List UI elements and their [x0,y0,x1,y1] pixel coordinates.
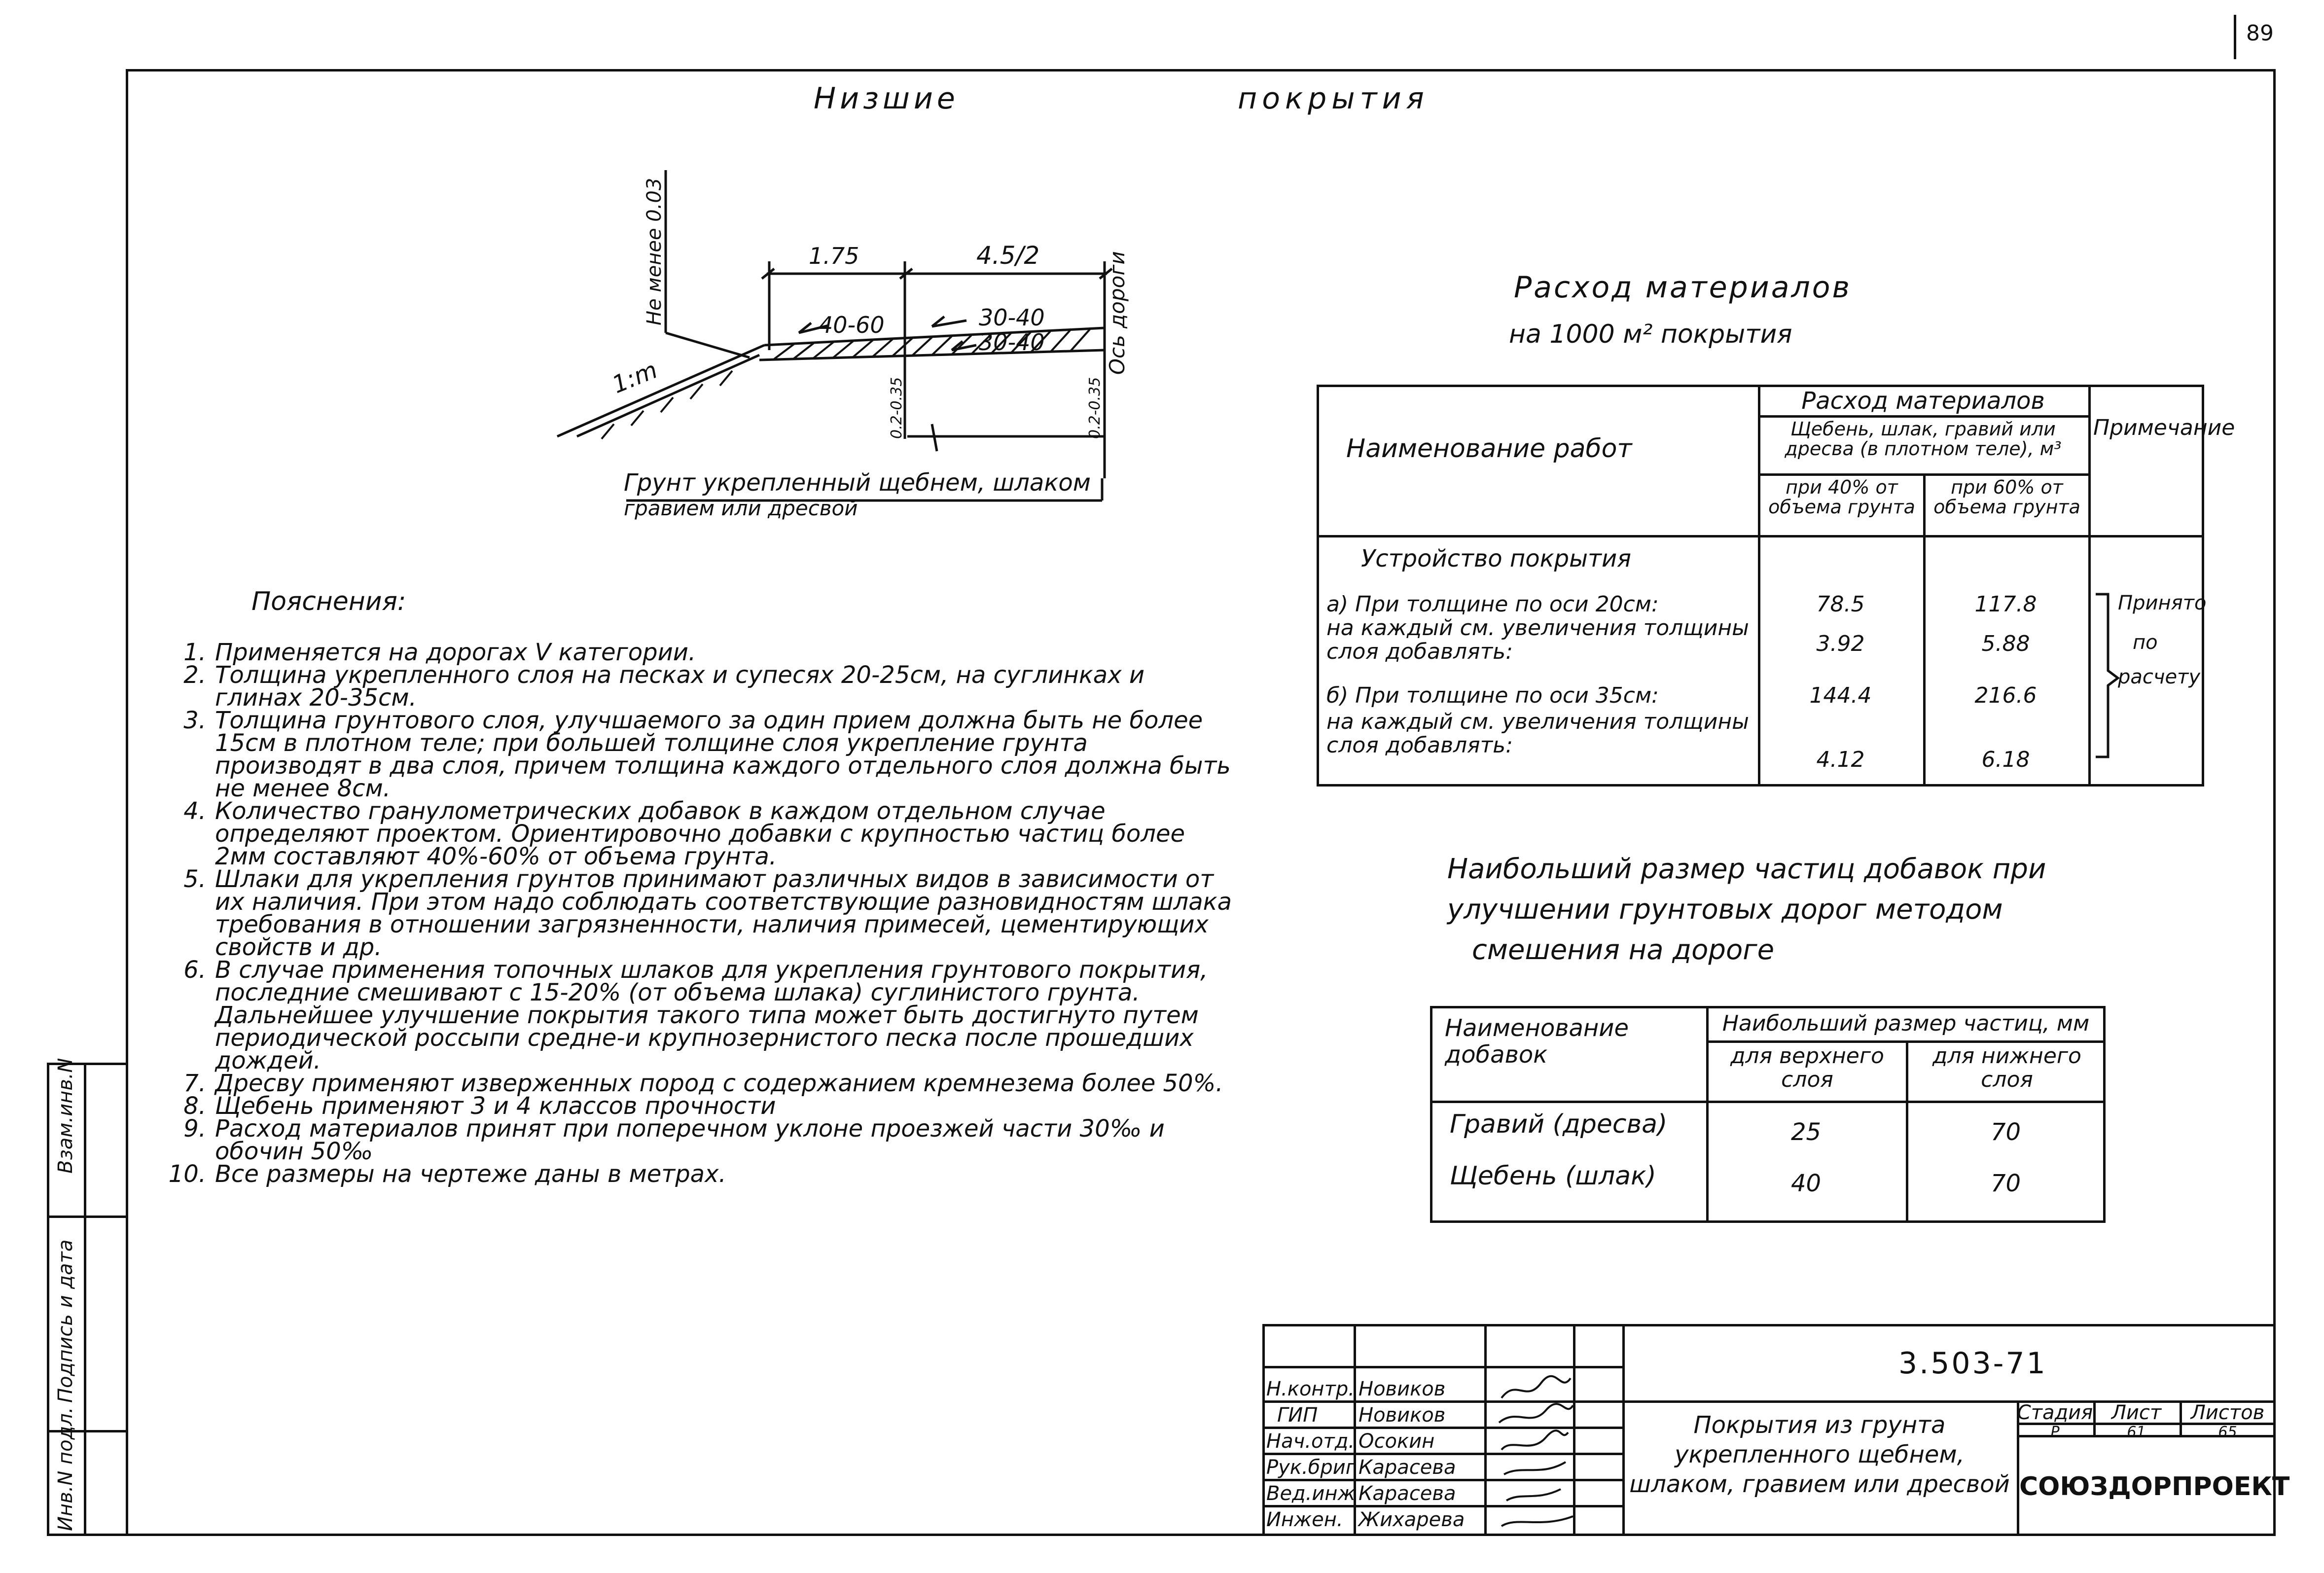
signatures [1487,1368,1580,1534]
note-line2: по [2133,631,2158,654]
depth-axis-label: 0.2-0.35 [1086,377,1104,439]
materials-row-value: 216.6 [1974,683,2037,708]
title-left: Низшие [814,81,959,116]
note-item: 3. Толщина грунтового слоя, улучшаемого за один прием должна быть не более 15см в плотном теле; при большей толщине слоя укрепление грунта производят в два слоя, причем толщина каждого отдельного слоя должна быть не менее 8см. [183,707,1231,802]
dim-half-road: 4.5/2 [976,241,1040,270]
particles-title2: улучшении грунтовых дорог методом [1447,894,2003,926]
materials-col2-line [1923,473,1926,786]
stamp-name: Жихарева [1359,1508,1465,1531]
stamp-name: Осокин [1359,1430,1435,1453]
materials-row-value: 3.92 [1816,631,1865,656]
note-item: 7. Дресву применяют изверженных пород с содержанием кремнезема более 50%. [183,1070,1223,1097]
materials-col-note: Примечание [2093,415,2235,440]
particles-col-upper: для верхнего слоя [1730,1043,1884,1092]
stamp-stage: Р [2050,1424,2060,1441]
stamp-sheets: 65 [2218,1424,2237,1441]
particles-col-max: Наибольший размер частиц, мм [1722,1011,2090,1036]
materials-col1-line [1758,385,1760,786]
caption-line1: Грунт укрепленный щебнем, шлаком [624,469,1091,497]
materials-row-value: 117.8 [1974,592,2037,617]
stamp-role: ГИП [1277,1404,1318,1427]
materials-row-value: 4.12 [1816,747,1865,772]
stamp-role: Рук.бриг [1266,1456,1356,1479]
title-right: покрытия [1238,81,1429,116]
materials-title1: Расход материалов [1514,270,1852,305]
particles-row-name: Гравий (дресва) [1450,1109,1668,1139]
note-item: 1. Применяется на дорогах V категории. [183,639,696,666]
stamp-role: Нач.отд. [1266,1430,1355,1453]
particles-header-sep [1706,1040,2106,1043]
side-stamp-divider [84,1063,86,1536]
dim-shoulder: 1.75 [809,243,859,269]
axis-label: Ось дороги [1105,251,1129,375]
materials-col-works: Наименование работ [1346,434,1632,464]
side-stamp-inv2: Взам.инв.N [54,1058,77,1174]
slope-right-top-label: 30-40 [979,304,1045,331]
materials-row-value: 78.5 [1816,592,1865,617]
materials-header-sep2 [1758,473,2088,476]
particles-col-lower: для нижнего слоя [1932,1043,2081,1092]
stamp-vline4 [1622,1324,1625,1536]
note-line1: Принято [2118,592,2207,614]
stamp-name: Новиков [1359,1378,1446,1400]
particles-row-lower: 70 [1990,1170,2021,1197]
notes-list [168,639,1233,1188]
particles-header-bottom [1430,1101,2106,1103]
stamp-org: СОЮЗДОРПРОЕКТ [2019,1472,2290,1502]
notes-heading: Пояснения: [251,587,406,616]
particles-title1: Наибольший размер частиц добавок при [1447,853,2046,885]
particles-col-name: Наименование добавок [1445,1014,1629,1069]
stamp-description: Покрытия из грунта укрепленного щебнем, шлаком, гравием или дресвой [1629,1411,2010,1498]
materials-col-60: при 60% от объема грунта [1933,476,2080,518]
stamp-code: 3.503-71 [1898,1346,2047,1381]
stamp-sheet-label: Лист [2111,1401,2162,1424]
particles-title3: смешения на дороге [1472,934,1775,966]
note-item: 6. В случае применения топочных шлаков для укрепления грунтового покрытия, последние смешивают с 15-20% (от объема шлака) суглинистого грунта. Дальнейшее улучшение покрытия такого типа может быть достигнуто путем периодической россыпи средне-и крупнозернистого песка после прошедших дождей. [183,956,1208,1074]
depth-mid-label: 0.2-0.35 [888,377,905,439]
stamp-role: Инжен. [1266,1508,1343,1531]
slope-ratio-label: 1:m [608,356,662,399]
note-item: 8. Щебень применяют 3 и 4 классов прочности [183,1092,776,1120]
materials-row-label: а) При толщине по оси 20см: [1326,592,1659,617]
stamp-name: Карасева [1359,1482,1456,1505]
min-thickness-label: Не менее 0.03 [643,178,666,325]
particles-row-upper: 25 [1790,1118,1822,1146]
side-stamp-sep1 [47,1216,128,1218]
materials-row-value: 144.4 [1809,683,1872,708]
particles-row-lower: 70 [1990,1118,2021,1146]
stamp-role: Вед.инж [1266,1482,1356,1505]
road-cross-section [542,163,1174,547]
materials-col-40: при 40% от объема грунта [1768,476,1915,518]
materials-row-value: 6.18 [1981,747,2030,772]
stamp-name: Новиков [1359,1404,1446,1427]
note-item: 5. Шлаки для укрепления грунтов принимают различных видов в зависимости от их наличия. При этом надо соблюдать соответствующие разновидностям шлака требования в отношении загрязненности, наличия примесей, цементирующих свойств и др. [183,865,1232,961]
note-item: 4. Количество гранулометрических добавок в каждом отдельном случае определяют проектом. Ориентировочно добавки с крупностью частиц более 2мм составляют 40%-60% от объема грунта. [183,797,1185,870]
page-number: 89 [2246,21,2274,46]
note-line3: расчету [2118,666,2201,688]
stamp-name: Карасева [1359,1456,1456,1479]
side-stamp-sign: Подпись и дата [54,1239,77,1403]
materials-col-consumption: Расход материалов [1801,387,2045,415]
materials-col-sub: Щебень, шлак, гравий или дресва (в плотном теле), м³ [1785,418,2062,460]
stamp-stage-label: Стадия [2017,1401,2093,1424]
note-item: 9. Расход материалов принят при поперечном уклоне проезжей части 30‰ и обочин 50‰ [183,1115,1165,1165]
slope-right-bottom-label: 30-40 [979,329,1045,356]
materials-title2: на 1000 м² покрытия [1509,320,1792,349]
stamp-sheet: 61 [2127,1424,2146,1441]
stamp-role: Н.контр. [1266,1378,1355,1400]
note-brace [2091,587,2120,764]
page-number-tick [2234,15,2236,59]
particles-row-upper: 40 [1790,1170,1822,1197]
materials-header-bottom [1317,535,2204,537]
side-stamp-inv: Инв.N подл. [54,1407,77,1531]
note-item: 2. Толщина укрепленного слоя на песках и супесях 20-25см, на суглинках и глинах 20-35см. [183,661,1145,712]
caption-line2: гравием или дресвой [624,496,858,520]
materials-row-label: на каждый см. увеличения толщины слоя добавлять: [1326,709,1749,758]
slope-left-label: 40-60 [819,312,885,338]
particles-row-name: Щебень (шлак) [1450,1161,1656,1191]
materials-row-value: 5.88 [1981,631,2030,656]
materials-row-label: Устройство покрытия [1361,545,1632,572]
materials-row-label: на каждый см. увеличения толщины слоя добавлять: [1326,615,1749,664]
note-item: 10. Все размеры на чертеже даны в метрах. [168,1160,726,1188]
materials-header-sep1 [1758,415,2088,418]
materials-row-label: б) При толщине по оси 35см: [1326,683,1659,708]
stamp-sheets-label: Листов [2190,1401,2265,1424]
